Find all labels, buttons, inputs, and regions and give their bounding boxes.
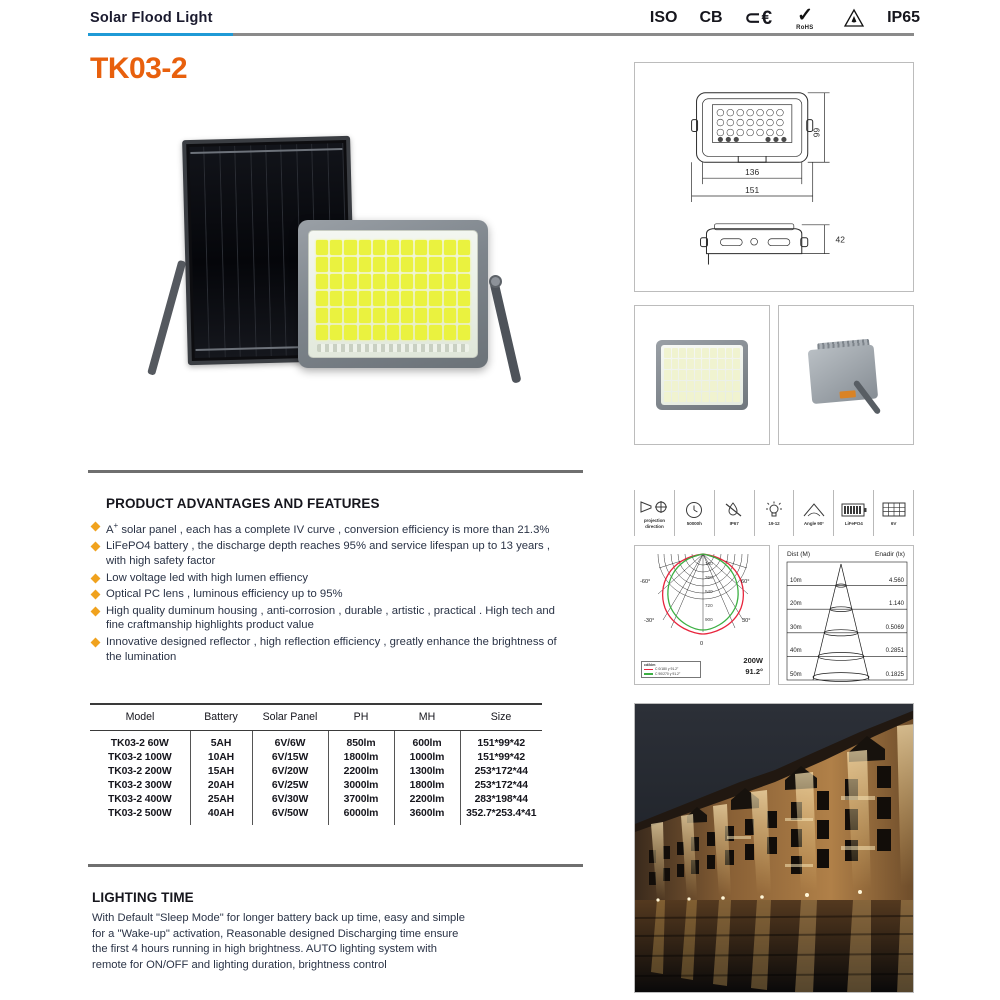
cell-ph: 850lm [328, 731, 394, 751]
cell-mh: 1000lm [394, 751, 460, 765]
svg-text:360: 360 [705, 575, 713, 580]
icon-lamp: 19-12 [755, 490, 795, 536]
product-photo-back [778, 305, 914, 445]
bullet-diamond-icon [91, 522, 101, 532]
cell-size: 253*172*44 [474, 766, 528, 777]
hero-product-photo [150, 120, 550, 420]
application-photo [634, 703, 914, 993]
projection-direction-icon [639, 497, 669, 517]
technical-drawing-box [634, 62, 914, 292]
svg-text:540: 540 [705, 589, 713, 594]
cell-size: 151*99*42 [477, 752, 526, 763]
beam-distance-chart [778, 545, 914, 685]
feature-item: Low voltage led with high lumen effiency [92, 571, 562, 586]
ip65-badge: IP65 [887, 9, 920, 26]
icon-lifetime: 50000h [675, 490, 715, 536]
polar-beam-angle-label: 91.2° [745, 667, 763, 676]
panel-stand [147, 260, 186, 376]
cell-solar-panel: 6V/6W [252, 731, 328, 751]
ce-icon: ⊂€ [744, 7, 774, 29]
cell-solar-panel: 6V/20W [252, 765, 328, 779]
legend-swatch-green [644, 673, 653, 674]
header-divider [88, 33, 914, 36]
iso-badge: ISO [649, 9, 678, 26]
cell-model: TK03-2 400W [90, 793, 190, 807]
features-heading: PRODUCT ADVANTAGES AND FEATURES [106, 496, 380, 511]
icon-beam-angle: Angle 90° [794, 490, 834, 536]
cell-model: TK03-2 200W [90, 765, 190, 779]
cell-battery: 40AH [190, 807, 252, 826]
legend-entry: C 90/270 γ 91.2° [644, 672, 698, 676]
column-header-battery: Battery [190, 704, 252, 731]
dim-width-inner: 136 [745, 167, 760, 178]
beam-angle-icon [801, 500, 827, 520]
cell-mh: 1300lm [394, 765, 460, 779]
bullet-diamond-icon [91, 637, 101, 647]
feature-item: LiFePO4 battery , the discharge depth reaches 95% and service lifespan up to 13 years , with high safety factor [92, 539, 562, 568]
page-title: Solar Flood Light [90, 10, 213, 26]
dist-label-20m: 20m [790, 601, 802, 607]
legend-unit: cd/klm [644, 663, 656, 667]
lifetime-clock-icon [685, 500, 703, 520]
night-facade-illustration [635, 704, 914, 993]
cb-badge: CB [699, 9, 723, 26]
cell-model: TK03-2 500W [90, 807, 190, 826]
cell-solar-panel: 6V/25W [252, 779, 328, 793]
column-header-solar-panel: Solar Panel [252, 704, 328, 731]
solar-panel-icon [882, 500, 906, 520]
polar-power-label: 200W [743, 656, 763, 665]
cell-battery: 20AH [190, 779, 252, 793]
angle-label-neg60: -60° [640, 579, 651, 585]
feature-item: Optical PC lens , luminous efficiency up to 95% [92, 587, 562, 602]
column-header-size: Size [460, 704, 542, 731]
svg-text:900: 900 [705, 617, 713, 622]
mounting-bracket [489, 280, 521, 383]
rohs-icon: ✓ RoHS [796, 5, 814, 31]
dist-label-40m: 40m [790, 648, 802, 654]
bullet-diamond-icon [91, 542, 101, 552]
cell-solar-panel: 6V/15W [252, 751, 328, 765]
cell-battery: 15AH [190, 765, 252, 779]
battery-icon [841, 500, 867, 520]
angle-label-0: 0 [700, 641, 704, 647]
certification-badges [650, 6, 920, 30]
table-row [90, 765, 542, 779]
cell-size: 283*198*44 [474, 794, 528, 805]
angle-label-neg30: -30° [644, 618, 655, 624]
cell-ph: 3700lm [328, 793, 394, 807]
cell-model: TK03-2 100W [90, 751, 190, 765]
waterproof-icon [724, 500, 744, 520]
lamp-icon [765, 500, 783, 520]
dist-label-30m: 30m [790, 625, 802, 631]
lux-value-50m: 0.1825 [885, 672, 904, 678]
feature-item: A+ solar panel , each has a complete IV curve , conversion efficiency is more than 21.3% [92, 519, 562, 537]
column-header-mh: MH [394, 704, 460, 731]
cell-size: 151*99*42 [477, 738, 526, 749]
cell-battery: 5AH [190, 731, 252, 751]
lux-value-10m: 4.560 [888, 578, 904, 584]
features-divider [88, 470, 583, 473]
cell-mh: 3600lm [394, 807, 460, 826]
cell-mh: 2200lm [394, 793, 460, 807]
cell-ph: 1800lm [328, 751, 394, 765]
cell-battery: 10AH [190, 751, 252, 765]
svg-text:720: 720 [705, 603, 713, 608]
bullet-diamond-icon [91, 573, 101, 583]
lighting-time-body: With Default "Sleep Mode" for longer battery back up time, easy and simple for a "Wake-up" activation, Reasonable designed Discharging time ensure the first 4 hours running in high brightness. AUTO lighting system with remote for ON/OFF and lighting duration, brightness control [92, 912, 465, 971]
cell-model: TK03-2 300W [90, 779, 190, 793]
column-header-model: Model [90, 704, 190, 731]
table-row [90, 793, 542, 807]
lux-value-40m: 0.2851 [885, 648, 904, 654]
icon-projection-direction: projection direction [634, 490, 675, 536]
cell-ph: 6000lm [328, 807, 394, 826]
features-list [92, 519, 562, 666]
table-row [90, 779, 542, 793]
product-photo-front [634, 305, 770, 445]
dim-depth: 42 [835, 234, 845, 245]
dist-col-header: Dist (M) [787, 551, 811, 558]
dim-width-outer: 151 [745, 185, 760, 196]
specification-table [90, 703, 542, 825]
legend-entry: C 0/180 γ 91.2° [644, 667, 698, 671]
cell-mh: 1800lm [394, 779, 460, 793]
bullet-diamond-icon [91, 606, 101, 616]
icon-battery: LiFePO4 [834, 490, 874, 536]
dist-label-10m: 10m [790, 578, 802, 584]
table-row [90, 751, 542, 765]
cell-solar-panel: 6V/30W [252, 793, 328, 807]
icon-waterproof: IP67 [715, 490, 755, 536]
polar-light-distribution-chart [634, 545, 770, 685]
table-row [90, 731, 542, 751]
lighting-time-heading: LIGHTING TIME [92, 890, 194, 905]
cell-size: 253*172*44 [474, 780, 528, 791]
model-code: TK03-2 [90, 52, 188, 85]
polar-legend [641, 661, 701, 678]
dist-chart-header [779, 551, 913, 558]
svg-text:180: 180 [705, 561, 713, 566]
feature-icon-strip [634, 490, 914, 536]
icon-solar-panel: 6V [874, 490, 914, 536]
lighting-time-divider [88, 864, 583, 867]
cell-ph: 2200lm [328, 765, 394, 779]
dimension-drawing [635, 63, 913, 291]
feature-item: High quality duminum housing , anti-corrosion , durable , artistic , practical . High tech and fine craftmanship highlights product value [92, 604, 562, 633]
dist-label-50m: 50m [790, 672, 802, 678]
legend-swatch-red [644, 669, 653, 670]
column-header-ph: PH [328, 704, 394, 731]
table-header-row [90, 704, 542, 731]
angle-label-60: 60° [741, 579, 750, 585]
lux-value-30m: 0.5069 [885, 625, 904, 631]
adjustment-knob [489, 275, 502, 288]
feature-item: Innovative designed reflector , high reflection efficiency , greatly enhance the brightness of the lumination [92, 635, 562, 664]
led-array [316, 240, 470, 340]
lux-value-20m: 1.140 [888, 601, 904, 607]
dim-height: 99 [811, 127, 822, 138]
bullet-diamond-icon [91, 590, 101, 600]
cell-solar-panel: 6V/50W [252, 807, 328, 826]
floodlight-image [298, 220, 488, 368]
cell-mh: 600lm [394, 731, 460, 751]
warning-triangle-icon [843, 8, 865, 28]
checkmark-icon: ✓ [797, 5, 813, 26]
cell-size: 352.7*253.4*41 [466, 808, 537, 819]
enadir-col-header: Enadir (lx) [874, 551, 905, 558]
cell-model: TK03-2 60W [90, 731, 190, 751]
cell-battery: 25AH [190, 793, 252, 807]
cell-ph: 3000lm [328, 779, 394, 793]
beam-cone-diagram [779, 546, 915, 686]
table-row [90, 807, 542, 826]
angle-label-30: 30° [742, 618, 751, 624]
